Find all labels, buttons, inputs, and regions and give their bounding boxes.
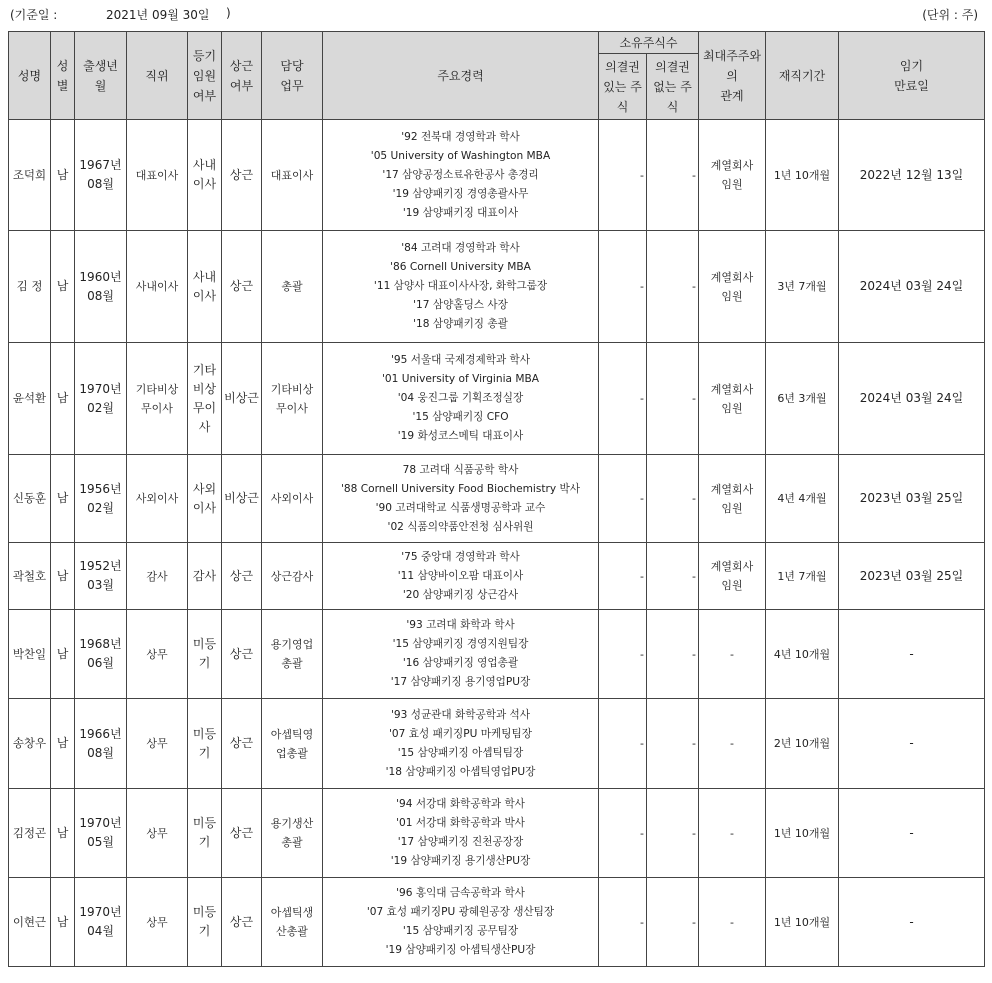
cell-career: [323, 543, 599, 610]
col-gender: [51, 32, 75, 120]
cell-registered-line: 비상: [192, 381, 217, 396]
col-birth-line: 월: [94, 78, 107, 93]
col-birth-line: 출생년: [83, 58, 118, 73]
cell-registered: [188, 120, 222, 231]
cell-career-line: '05 University of Washington MBA: [370, 149, 551, 162]
cell-nonvoting: -: [647, 231, 699, 343]
cell-term: -: [839, 699, 985, 789]
cell-relation: [699, 699, 766, 789]
cell-relation: [699, 610, 766, 699]
col-fulltime-line: 여부: [229, 78, 254, 93]
cell-career-line: '15 삼양패키징 공무팀장: [402, 925, 519, 937]
cell-registered-line: 사외: [192, 481, 217, 496]
cell-birth-line: 08월: [87, 288, 114, 303]
cell-position: [127, 120, 188, 231]
cell-registered: [188, 699, 222, 789]
cell-career: [323, 231, 599, 343]
cell-career-line: '16 삼양패키징 영업총괄: [402, 657, 519, 669]
col-relation-line: 최대주주와: [703, 48, 761, 63]
cell-tenure: 4년 10개월: [766, 610, 839, 699]
cell-duty-line: 무이사: [276, 401, 308, 415]
col-registered-line: 여부: [192, 88, 217, 103]
cell-duty-line: 상근감사: [270, 569, 314, 583]
cell-birth-line: 08월: [87, 745, 114, 760]
cell-nonvoting: -: [647, 878, 699, 967]
cell-nonvoting: -: [647, 455, 699, 543]
cell-voting: -: [599, 878, 647, 967]
cell-tenure: 3년 7개월: [766, 231, 839, 343]
col-duty-line: 업무: [280, 78, 304, 93]
unit-label: (단위 : 주): [922, 8, 978, 22]
cell-relation: [699, 878, 766, 967]
cell-relation-line: 계열회사: [710, 270, 754, 284]
cell-registered-line: 미등: [192, 637, 217, 651]
cell-duty: [262, 231, 323, 343]
cell-career-line: '75 중앙대 경영학과 학사: [401, 550, 520, 563]
cell-term: 2024년 03월 24일: [839, 343, 985, 455]
cell-term: 2024년 03월 24일: [839, 231, 985, 343]
cell-registered-line: 기: [198, 656, 211, 670]
cell-duty: [262, 878, 323, 967]
cell-career-line: '07 효성 패키징PU 광혜원공장 생산팀장: [366, 906, 555, 918]
cell-career-line: '17 삼양패키징 진천공장장: [397, 836, 524, 848]
cell-term: -: [839, 610, 985, 699]
cell-position-line: 감사: [146, 569, 168, 583]
cell-term: 2022년 12월 13일: [839, 120, 985, 231]
executives-table: [8, 31, 985, 967]
cell-gender: 남: [51, 343, 75, 455]
col-voting-line: 의결권: [605, 59, 640, 74]
cell-tenure: 6년 3개월: [766, 343, 839, 455]
cell-registered-line: 무이: [192, 400, 217, 415]
col-shares-group: 소유주식수: [599, 32, 699, 54]
cell-birth-line: 04월: [87, 924, 114, 938]
cell-position-line: 대표이사: [135, 168, 179, 182]
cell-registered-line: 미등: [192, 816, 217, 830]
cell-fulltime: 상근: [222, 789, 262, 878]
cell-relation-line: -: [730, 915, 734, 929]
col-registered-line: 임원: [192, 68, 217, 83]
cell-gender: 남: [51, 120, 75, 231]
cell-name: 이현근: [9, 878, 51, 967]
cell-birth: [75, 343, 127, 455]
cell-duty: [262, 699, 323, 789]
cell-career-line: '92 전북대 경영학과 학사: [401, 130, 520, 143]
cell-birth: [75, 455, 127, 543]
cell-duty-line: 대표이사: [270, 168, 314, 182]
cell-relation: [699, 789, 766, 878]
col-nonvoting: [647, 54, 699, 120]
cell-birth-line: 1970년: [79, 381, 122, 396]
cell-duty-line: 아셉틱생: [270, 906, 314, 919]
cell-voting: -: [599, 699, 647, 789]
cell-registered: [188, 455, 222, 543]
cell-registered-line: 이사: [192, 177, 217, 191]
cell-voting: -: [599, 231, 647, 343]
cell-birth: [75, 699, 127, 789]
cell-career-line: '15 삼양패키징 CFO: [412, 411, 509, 423]
cell-term: -: [839, 878, 985, 967]
cell-name: 박찬일: [9, 610, 51, 699]
cell-birth: [75, 231, 127, 343]
cell-term: -: [839, 789, 985, 878]
cell-fulltime: 상근: [222, 543, 262, 610]
col-name: 성명: [9, 32, 51, 120]
cell-duty: [262, 343, 323, 455]
cell-birth: [75, 543, 127, 610]
cell-birth-line: 1970년: [79, 905, 122, 919]
cell-position-line: 상무: [146, 647, 168, 661]
cell-birth: [75, 789, 127, 878]
cell-gender: 남: [51, 610, 75, 699]
cell-career-line: '19 삼양패키징 아셉틱생산PU장: [385, 944, 536, 956]
cell-relation-line: 임원: [721, 401, 743, 415]
cell-tenure: 1년 10개월: [766, 878, 839, 967]
cell-voting: -: [599, 543, 647, 610]
cell-career-line: '94 서강대 화학공학과 학사: [396, 798, 525, 810]
cell-birth: [75, 878, 127, 967]
cell-fulltime: 상근: [222, 610, 262, 699]
cell-position: [127, 699, 188, 789]
cell-career-line: 78 고려대 식품공학 학사: [402, 463, 519, 476]
cell-gender: 남: [51, 543, 75, 610]
col-birth: [75, 32, 127, 120]
cell-career-line: '20 삼양패키징 상근감사: [402, 588, 519, 601]
base-date-close: ): [226, 6, 231, 20]
cell-position: [127, 543, 188, 610]
cell-relation-line: 임원: [721, 289, 743, 303]
cell-registered: [188, 789, 222, 878]
cell-career: [323, 610, 599, 699]
cell-relation-line: 계열회사: [710, 560, 754, 573]
cell-duty-line: 총괄: [281, 836, 303, 849]
table-row: [9, 543, 985, 610]
cell-duty: [262, 789, 323, 878]
cell-registered-line: 기: [198, 835, 211, 849]
cell-fulltime: 비상근: [222, 455, 262, 543]
cell-birth: [75, 610, 127, 699]
cell-career-line: '93 성균관대 화학공학과 석사: [390, 708, 531, 721]
cell-career-line: '18 삼양패키징 아셉틱영업PU장: [385, 765, 536, 778]
cell-registered: [188, 543, 222, 610]
cell-registered-line: 기: [198, 924, 211, 938]
cell-relation: [699, 120, 766, 231]
base-date-value: 2021년 09월 30일: [106, 8, 210, 22]
cell-career: [323, 343, 599, 455]
cell-voting: -: [599, 455, 647, 543]
cell-career-line: '93 고려대 화학과 학사: [406, 619, 515, 631]
col-duty: [262, 32, 323, 120]
cell-nonvoting: -: [647, 543, 699, 610]
col-nonvoting-line: 없는 주: [653, 79, 692, 94]
cell-career: [323, 699, 599, 789]
cell-duty: [262, 610, 323, 699]
cell-gender: 남: [51, 455, 75, 543]
col-nonvoting-line: 식: [666, 99, 679, 114]
col-fulltime-line: 상근: [229, 58, 254, 73]
col-gender-line: 성: [56, 58, 69, 73]
cell-relation-line: -: [730, 647, 734, 661]
cell-registered-line: 사내: [192, 269, 217, 284]
cell-birth-line: 1960년: [79, 269, 122, 284]
table-row: [9, 343, 985, 455]
cell-duty: [262, 455, 323, 543]
cell-fulltime: 상근: [222, 878, 262, 967]
cell-voting: -: [599, 343, 647, 455]
cell-birth-line: 1966년: [79, 726, 122, 741]
col-voting-line: 식: [616, 99, 629, 114]
cell-position-line: 사외이사: [135, 492, 179, 505]
cell-birth-line: 06월: [87, 656, 114, 670]
cell-position-line: 상무: [146, 737, 168, 750]
cell-career-line: '15 삼양패키징 경영지원팀장: [392, 638, 529, 650]
cell-birth-line: 1956년: [79, 481, 122, 496]
cell-relation-line: 임원: [721, 579, 743, 592]
cell-position: [127, 610, 188, 699]
cell-career-line: '90 고려대학교 식품생명공학과 교수: [375, 501, 546, 514]
table-row: [9, 699, 985, 789]
cell-birth-line: 03월: [87, 578, 114, 592]
cell-tenure: 1년 10개월: [766, 120, 839, 231]
cell-career-line: '01 University of Virginia MBA: [381, 373, 540, 385]
cell-registered: [188, 343, 222, 455]
cell-duty-line: 용기영업: [270, 638, 314, 651]
cell-career-line: '96 홍익대 금속공학과 학사: [396, 887, 525, 899]
cell-fulltime: 상근: [222, 699, 262, 789]
cell-relation: [699, 543, 766, 610]
cell-name: 윤석환: [9, 343, 51, 455]
cell-position-line: 사내이사: [135, 280, 179, 293]
cell-registered: [188, 231, 222, 343]
cell-duty-line: 아셉틱영: [270, 727, 314, 741]
cell-name: 신동훈: [9, 455, 51, 543]
cell-career: [323, 878, 599, 967]
cell-birth-line: 05월: [87, 835, 114, 849]
table-row: [9, 610, 985, 699]
cell-gender: 남: [51, 231, 75, 343]
cell-registered-line: 감사: [192, 568, 217, 583]
cell-career-line: '19 삼양패키징 경영총괄사무: [392, 187, 529, 200]
cell-position: [127, 878, 188, 967]
table-row: [9, 231, 985, 343]
cell-position-line: 상무: [146, 915, 168, 929]
cell-duty-line: 사외이사: [270, 492, 314, 505]
cell-voting: -: [599, 789, 647, 878]
cell-career-line: '11 삼양사 대표이사사장, 화학그룹장: [373, 280, 548, 292]
cell-career-line: '07 효성 패키징PU 마케팅팀장: [389, 727, 532, 740]
cell-career-line: '95 서울대 국제경제학과 학사: [390, 354, 531, 366]
cell-career-line: '17 삼양홀딩스 사장: [413, 299, 508, 311]
cell-nonvoting: -: [647, 789, 699, 878]
col-term-line: 임기: [899, 58, 924, 73]
cell-duty-line: 총괄: [281, 280, 303, 293]
cell-nonvoting: -: [647, 699, 699, 789]
cell-nonvoting: -: [647, 120, 699, 231]
cell-relation: [699, 343, 766, 455]
cell-nonvoting: -: [647, 610, 699, 699]
cell-duty: [262, 120, 323, 231]
col-duty-line: 담당: [280, 58, 304, 73]
col-voting: [599, 54, 647, 120]
col-term: [839, 32, 985, 120]
cell-registered: [188, 610, 222, 699]
col-registered: [188, 32, 222, 120]
cell-career-line: '17 삼양패키징 용기영업PU장: [390, 676, 531, 688]
cell-name: 송창우: [9, 699, 51, 789]
cell-position: [127, 343, 188, 455]
cell-career-line: '15 삼양패키징 아셉틱팀장: [397, 746, 524, 759]
cell-term: 2023년 03월 25일: [839, 543, 985, 610]
table-row: [9, 789, 985, 878]
col-term-line: 만료일: [894, 78, 929, 93]
cell-nonvoting: -: [647, 343, 699, 455]
col-nonvoting-line: 의결권: [655, 59, 690, 74]
cell-fulltime: 상근: [222, 120, 262, 231]
cell-fulltime: 비상근: [222, 343, 262, 455]
col-relation-line: 의: [726, 68, 738, 83]
cell-birth-line: 1968년: [79, 637, 122, 651]
cell-relation: [699, 231, 766, 343]
cell-registered-line: 사내: [192, 158, 217, 172]
cell-career: [323, 120, 599, 231]
cell-tenure: 4년 4개월: [766, 455, 839, 543]
report-header: [8, 4, 980, 26]
table-row: [9, 120, 985, 231]
cell-duty-line: 산총괄: [276, 925, 308, 938]
col-relation: [699, 32, 766, 120]
cell-career-line: '18 삼양패키징 총괄: [413, 318, 508, 330]
col-registered-line: 등기: [192, 48, 217, 63]
cell-registered-line: 기: [198, 745, 211, 760]
cell-voting: -: [599, 610, 647, 699]
cell-birth: [75, 120, 127, 231]
col-tenure: 재직기간: [766, 32, 839, 120]
col-voting-line: 있는 주: [603, 79, 642, 94]
cell-registered-line: 미등: [192, 726, 217, 741]
cell-career-line: '11 삼양바이오팜 대표이사: [397, 569, 524, 582]
cell-name: 김 정: [9, 231, 51, 343]
cell-career-line: '86 Cornell University MBA: [390, 261, 531, 273]
cell-career-line: '02 식품의약품안전청 심사위원: [387, 520, 534, 533]
cell-gender: 남: [51, 878, 75, 967]
cell-career-line: '84 고려대 경영학과 학사: [401, 242, 520, 254]
cell-career-line: '19 화성코스메틱 대표이사: [397, 430, 524, 442]
cell-registered: [188, 878, 222, 967]
cell-relation-line: -: [730, 737, 734, 750]
cell-duty-line: 업총괄: [276, 746, 308, 760]
cell-duty-line: 총괄: [281, 657, 303, 670]
cell-position-line: 무이사: [141, 401, 173, 415]
cell-registered-line: 미등: [192, 905, 217, 919]
cell-career-line: '19 삼양패키징 용기생산PU장: [390, 855, 531, 867]
table-row: [9, 878, 985, 967]
table-row: [9, 455, 985, 543]
cell-voting: -: [599, 120, 647, 231]
col-fulltime: [222, 32, 262, 120]
cell-fulltime: 상근: [222, 231, 262, 343]
cell-birth-line: 02월: [87, 500, 114, 515]
cell-tenure: 1년 7개월: [766, 543, 839, 610]
cell-relation-line: 임원: [721, 178, 743, 191]
col-relation-line: 관계: [720, 88, 744, 103]
cell-position: [127, 455, 188, 543]
col-career: 주요경력: [323, 32, 599, 120]
cell-career-line: '88 Cornell University Food Biochemistry 박사: [340, 482, 580, 495]
cell-relation-line: 임원: [721, 501, 743, 515]
cell-career-line: '19 삼양패키징 대표이사: [402, 206, 519, 219]
cell-relation-line: 계열회사: [710, 159, 754, 172]
cell-name: 조덕희: [9, 120, 51, 231]
cell-registered-line: 이사: [192, 288, 217, 303]
cell-birth-line: 1967년: [79, 158, 122, 172]
base-date-label: (기준일 :: [10, 8, 58, 22]
cell-birth-line: 02월: [87, 400, 114, 415]
col-gender-line: 별: [56, 78, 69, 93]
cell-relation-line: 계열회사: [710, 482, 754, 496]
cell-career: [323, 789, 599, 878]
executives-table-body: [9, 120, 985, 967]
cell-name: 곽철호: [9, 543, 51, 610]
cell-position: [127, 789, 188, 878]
cell-birth-line: 1952년: [79, 559, 122, 573]
cell-gender: 남: [51, 699, 75, 789]
col-position: 직위: [127, 32, 188, 120]
cell-career-line: '01 서강대 화학공학과 박사: [396, 817, 525, 829]
cell-duty: [262, 543, 323, 610]
cell-registered-line: 사: [198, 419, 211, 434]
cell-position-line: 상무: [146, 826, 168, 840]
cell-position: [127, 231, 188, 343]
cell-relation-line: -: [730, 826, 734, 840]
cell-birth-line: 1970년: [79, 816, 122, 830]
cell-name: 김정곤: [9, 789, 51, 878]
cell-career: [323, 455, 599, 543]
cell-relation: [699, 455, 766, 543]
cell-career-line: '04 웅진그룹 기획조정실장: [397, 392, 524, 404]
cell-term: 2023년 03월 25일: [839, 455, 985, 543]
cell-birth-line: 08월: [87, 177, 114, 191]
cell-duty-line: 기타비상: [270, 382, 314, 396]
cell-position-line: 기타비상: [135, 382, 179, 396]
cell-registered-line: 기타: [192, 362, 217, 377]
cell-career-line: '17 삼양공정소료유한공사 총경리: [382, 168, 539, 181]
cell-registered-line: 이사: [192, 500, 217, 515]
cell-duty-line: 용기생산: [270, 817, 314, 830]
cell-tenure: 2년 10개월: [766, 699, 839, 789]
cell-tenure: 1년 10개월: [766, 789, 839, 878]
cell-gender: 남: [51, 789, 75, 878]
cell-relation-line: 계열회사: [710, 382, 754, 396]
